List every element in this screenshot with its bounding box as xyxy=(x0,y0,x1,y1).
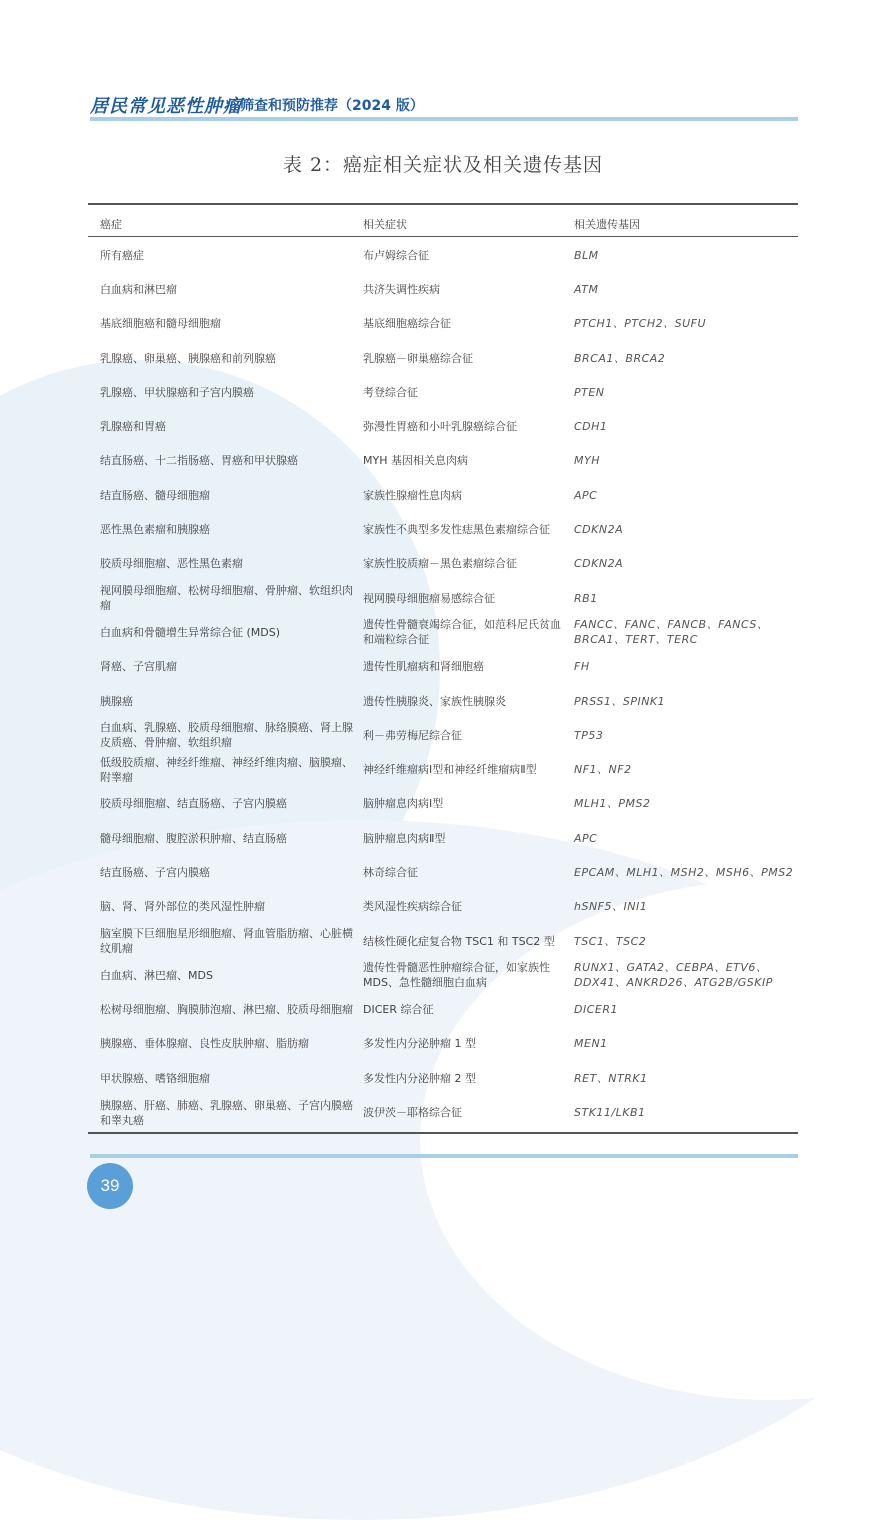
cell-cancer: 所有癌症 xyxy=(100,248,144,262)
table-row xyxy=(88,752,798,786)
cell-syndrome: 脑肿瘤息肉病Ⅱ型 xyxy=(363,831,446,845)
cell-syndrome: 家族性腺瘤性息肉病 xyxy=(363,488,462,502)
cell-cancer: 白血病和骨髓增生异常综合征 (MDS) xyxy=(100,625,281,639)
table-row xyxy=(88,924,798,958)
cell-genes: BLM xyxy=(574,248,599,262)
table-row xyxy=(88,650,798,684)
table-row xyxy=(88,958,798,992)
cell-syndrome: 多发性内分泌肿瘤 1 型 xyxy=(363,1037,476,1051)
cell-cancer: 结直肠癌、子宫内膜癌 xyxy=(100,865,210,879)
table-body xyxy=(88,238,798,1130)
table-title: 表 2：癌症相关症状及相关遗传基因 xyxy=(282,154,604,176)
cell-syndrome: 林奇综合征 xyxy=(363,865,418,879)
cell-genes: RET、NTRK1 xyxy=(574,1071,648,1085)
table-row xyxy=(88,890,798,924)
cell-cancer: 乳腺癌、卵巢癌、胰腺癌和前列腺癌 xyxy=(100,351,276,365)
cell-cancer: 胶质母细胞瘤、结直肠癌、子宫内膜癌 xyxy=(100,797,287,811)
cell-genes: MLH1、PMS2 xyxy=(574,797,651,811)
cell-syndrome: 利－弗劳梅尼综合征 xyxy=(363,728,462,742)
table-bottom-rule xyxy=(88,1132,798,1134)
cell-genes: PRSS1、SPINK1 xyxy=(574,694,666,708)
cell-syndrome: 遗传性骨髓恶性肿瘤综合征，如家族性 MDS、急性髓细胞白血病 xyxy=(363,961,550,990)
cell-genes: STK11/LKB1 xyxy=(574,1106,646,1120)
cell-syndrome: 遗传性骨髓衰竭综合征，如范科尼氏贫血和端粒综合征 xyxy=(363,618,561,647)
cell-cancer: 乳腺癌和胃癌 xyxy=(100,420,166,434)
cell-genes: APC xyxy=(574,831,598,845)
table-row xyxy=(88,272,798,306)
cell-syndrome: 波伊茨－耶格综合征 xyxy=(363,1106,462,1120)
table-row xyxy=(88,375,798,409)
cell-genes: MEN1 xyxy=(574,1037,608,1051)
cell-cancer: 甲状腺癌、嗜铬细胞瘤 xyxy=(100,1071,210,1085)
cell-syndrome: 家族性不典型多发性痣黑色素瘤综合征 xyxy=(363,523,550,537)
table-row xyxy=(88,547,798,581)
cell-syndrome: DICER 综合征 xyxy=(363,1003,434,1017)
footer-divider xyxy=(90,1154,798,1158)
cell-syndrome: 遗传性肌瘤病和肾细胞癌 xyxy=(363,660,484,674)
cell-cancer: 胶质母细胞瘤、恶性黑色素瘤 xyxy=(100,557,243,571)
cell-genes: DICER1 xyxy=(574,1003,618,1017)
column-header-genes: 相关遗传基因 xyxy=(574,218,640,231)
cell-syndrome: 遗传性胰腺炎、家族性胰腺炎 xyxy=(363,694,506,708)
cell-cancer: 白血病和淋巴瘤 xyxy=(100,282,177,296)
cell-cancer: 乳腺癌、甲状腺癌和子宫内膜癌 xyxy=(100,385,254,399)
cell-syndrome: 共济失调性疾病 xyxy=(363,282,440,296)
cell-cancer: 髓母细胞瘤、腹腔淤积肿瘤、结直肠癌 xyxy=(100,831,287,845)
cell-genes: CDKN2A xyxy=(574,557,624,571)
table-row xyxy=(88,821,798,855)
page-number: 39 xyxy=(87,1163,133,1209)
table-row xyxy=(88,444,798,478)
cell-genes: PTEN xyxy=(574,385,605,399)
table-row xyxy=(88,238,798,272)
column-header-syndrome: 相关症状 xyxy=(363,218,407,231)
table-row xyxy=(88,581,798,615)
cell-syndrome: 考登综合征 xyxy=(363,385,418,399)
cell-syndrome: 结核性硬化症复合物 TSC1 和 TSC2 型 xyxy=(363,934,555,948)
cell-genes: TSC1、TSC2 xyxy=(574,934,647,948)
table-row xyxy=(88,512,798,546)
cell-syndrome: 基底细胞癌综合征 xyxy=(363,317,451,331)
header-divider xyxy=(90,117,798,121)
cell-syndrome: 视网膜母细胞瘤易感综合征 xyxy=(363,591,495,605)
cell-syndrome: 多发性内分泌肿瘤 2 型 xyxy=(363,1071,476,1085)
cell-genes: FH xyxy=(574,660,590,674)
cell-genes: NF1、NF2 xyxy=(574,763,632,777)
cell-cancer: 结直肠癌、髓母细胞瘤 xyxy=(100,488,210,502)
cell-syndrome: 类风湿性疾病综合征 xyxy=(363,900,462,914)
cell-cancer: 视网膜母细胞瘤、松树母细胞瘤、骨肿瘤、软组织肉瘤 xyxy=(100,584,353,613)
table-row xyxy=(88,855,798,889)
cell-genes: CDKN2A xyxy=(574,523,624,537)
cell-cancer: 胰腺癌、垂体腺瘤、良性皮肤肿瘤、脂肪瘤 xyxy=(100,1037,309,1051)
table-row xyxy=(88,718,798,752)
cell-genes: APC xyxy=(574,488,598,502)
cell-genes: ATM xyxy=(574,282,599,296)
table-row xyxy=(88,1095,798,1129)
cell-cancer: 胰腺癌 xyxy=(100,694,133,708)
table-header xyxy=(88,205,798,236)
table-row xyxy=(88,993,798,1027)
table-row xyxy=(88,341,798,375)
table-row xyxy=(88,615,798,649)
cell-cancer: 恶性黑色素瘤和胰腺癌 xyxy=(100,523,210,537)
cell-genes: TP53 xyxy=(574,728,604,742)
cell-genes: CDH1 xyxy=(574,420,608,434)
table-row xyxy=(88,478,798,512)
cell-syndrome: 弥漫性胃癌和小叶乳腺癌综合征 xyxy=(363,420,517,434)
cell-cancer: 脑室膜下巨细胞星形细胞瘤、肾血管脂肪瘤、心脏横纹肌瘤 xyxy=(100,927,353,956)
cell-syndrome: 神经纤维瘤病Ⅰ型和神经纤维瘤病Ⅱ型 xyxy=(363,763,537,777)
table-row xyxy=(88,409,798,443)
cell-cancer: 结直肠癌、十二指肠癌、胃癌和甲状腺癌 xyxy=(100,454,298,468)
cell-cancer: 松树母细胞瘤、胸膜肺泡瘤、淋巴瘤、胶质母细胞瘤 xyxy=(100,1003,353,1017)
header-subtitle: 筛查和预防推荐（2024 版） xyxy=(240,98,424,114)
cell-cancer: 基底细胞癌和髓母细胞瘤 xyxy=(100,317,221,331)
cell-cancer: 脑、肾、肾外部位的类风湿性肿瘤 xyxy=(100,900,265,914)
cell-syndrome: 脑肿瘤息肉病Ⅰ型 xyxy=(363,797,444,811)
cell-genes: hSNF5、INI1 xyxy=(574,900,648,914)
cell-genes: FANCC、FANC、FANCB、FANCS、BRCA1、TERT、TERC xyxy=(574,618,769,647)
table-row xyxy=(88,787,798,821)
brand-title: 居民常见恶性肿瘤 xyxy=(90,96,242,117)
cell-genes: PTCH1、PTCH2、SUFU xyxy=(574,317,707,331)
cell-cancer: 白血病、淋巴瘤、MDS xyxy=(100,968,213,982)
column-header-cancer: 癌症 xyxy=(100,218,122,231)
cell-genes: BRCA1、BRCA2 xyxy=(574,351,666,365)
table-row xyxy=(88,684,798,718)
table-row xyxy=(88,1027,798,1061)
cell-syndrome: 布卢姆综合征 xyxy=(363,248,429,262)
cell-cancer: 肾癌、子宫肌瘤 xyxy=(100,660,177,674)
cell-genes: RB1 xyxy=(574,591,598,605)
cell-cancer: 胰腺癌、肝癌、肺癌、乳腺癌、卵巢癌、子宫内膜癌和睾丸癌 xyxy=(100,1098,353,1127)
cell-genes: MYH xyxy=(574,454,600,468)
cell-genes: RUNX1、GATA2、CEBPA、ETV6、DDX41、ANKRD26、ATG2B/GSKIP xyxy=(574,961,773,990)
page-header xyxy=(90,92,798,120)
cell-cancer: 低级胶质瘤、神经纤维瘤、神经纤维肉瘤、脑膜瘤、附睾瘤 xyxy=(100,755,353,784)
cell-cancer: 白血病、乳腺癌、胶质母细胞瘤、脉络膜癌、肾上腺皮质癌、骨肿瘤、软组织瘤 xyxy=(100,721,353,750)
cell-syndrome: 乳腺癌－卵巢癌综合征 xyxy=(363,351,473,365)
cell-genes: EPCAM、MLH1、MSH2、MSH6、PMS2 xyxy=(574,865,794,879)
table-row xyxy=(88,1061,798,1095)
table-row xyxy=(88,307,798,341)
cell-syndrome: 家族性胶质瘤－黑色素瘤综合征 xyxy=(363,557,517,571)
cell-syndrome: MYH 基因相关息肉病 xyxy=(363,454,468,468)
table-header-rule xyxy=(88,236,798,237)
